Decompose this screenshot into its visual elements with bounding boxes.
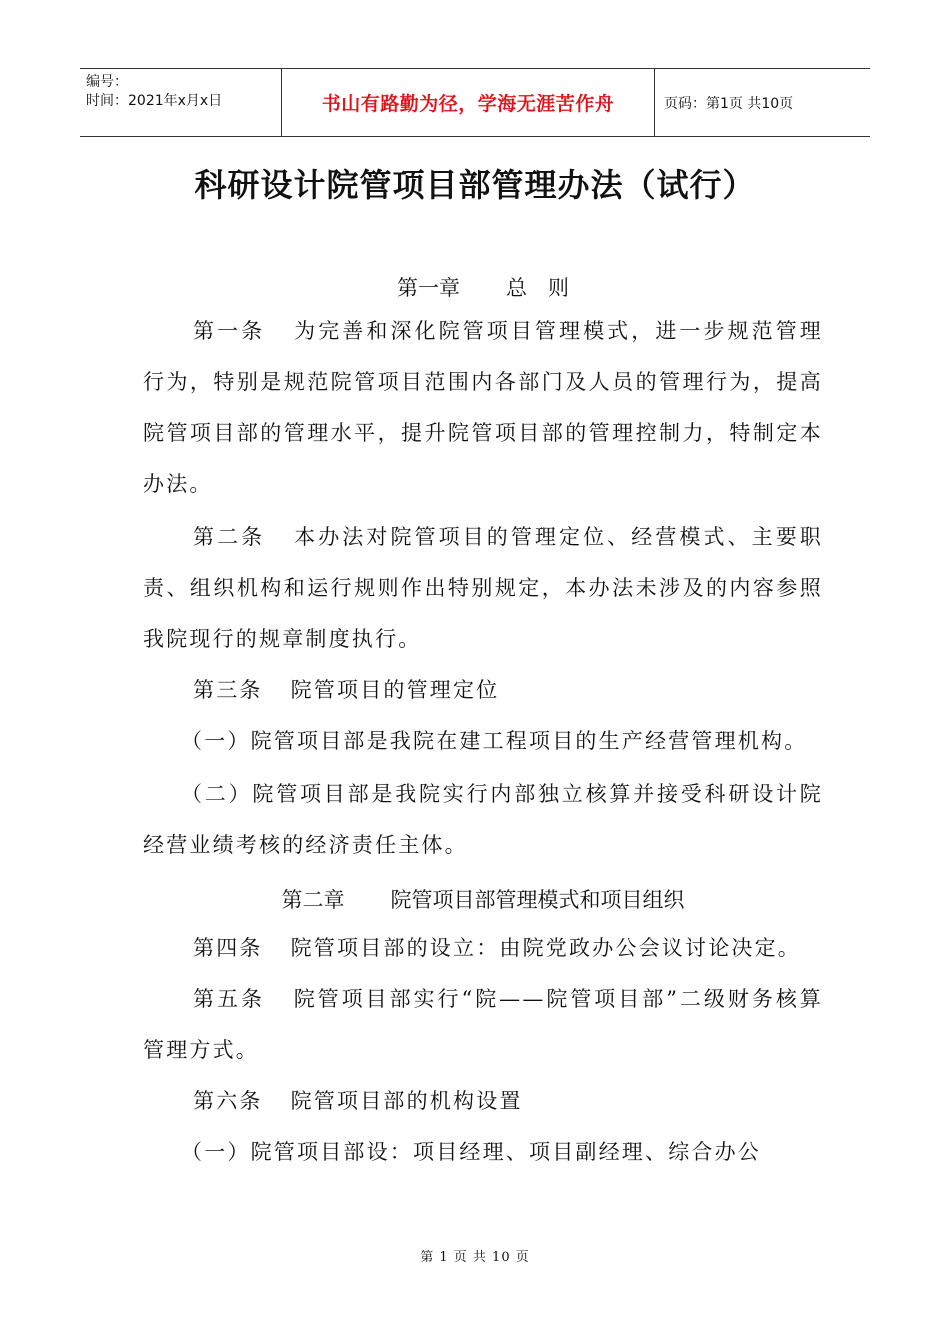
article-text: 本办法对院管项目的管理定位、经营模式、主要职责、组织机构和运行规则作出特别规定，本办法未涉及的内容参照我院现行的规章制度执行。 <box>143 525 823 651</box>
chapter-number: 第一章 <box>397 276 460 300</box>
article-label: 第一条 <box>193 319 266 343</box>
article-paragraph <box>143 923 823 974</box>
article-text: 院管项目部的设立：由院党政办公会议讨论决定。 <box>290 936 802 960</box>
header-page-info: 页码：第1页 共10页 <box>664 95 794 112</box>
document-body <box>143 270 823 1178</box>
header-divider <box>654 69 655 136</box>
chapter-heading <box>143 270 823 306</box>
article-text: 院管项目部的机构设置 <box>290 1089 523 1113</box>
article-paragraph <box>143 1076 823 1127</box>
article-paragraph <box>143 512 823 665</box>
article-label: 第四条 <box>193 936 263 960</box>
article-label: 第二条 <box>193 525 266 549</box>
article-label: 第三条 <box>193 678 263 702</box>
list-item: （一）院管项目部是我院在建工程项目的生产经营管理机构。 <box>181 729 808 753</box>
number-label: 编号： <box>86 74 128 90</box>
time-label: 时间：2021年x月x日 <box>86 93 223 109</box>
chapter-name: 院管项目部管理模式和项目组织 <box>390 888 685 912</box>
article-text: 院管项目部实行“院——院管项目部”二级财务核算管理方式。 <box>143 987 823 1062</box>
chapter-name: 总 则 <box>506 276 569 300</box>
document-header <box>80 68 870 137</box>
header-motto: 书山有路勤为径，学海无涯苦作舟 <box>321 93 615 115</box>
header-meta <box>86 73 281 111</box>
article-paragraph <box>143 665 823 716</box>
article-text: 院管项目的管理定位 <box>290 678 500 702</box>
article-paragraph <box>143 306 823 510</box>
article-label: 第五条 <box>193 987 265 1011</box>
chapter-heading <box>143 877 823 923</box>
list-item: （一）院管项目部设：项目经理、项目副经理、综合办公 <box>181 1140 761 1164</box>
article-paragraph <box>143 974 823 1076</box>
list-item: （二）院管项目部是我院实行内部独立核算并接受科研设计院经营业绩考核的经济责任主体。 <box>143 782 823 857</box>
article-label: 第六条 <box>193 1089 263 1113</box>
chapter-number: 第二章 <box>281 888 345 912</box>
page-footer: 第 1 页 共 10 页 <box>420 1250 530 1265</box>
article-text: 为完善和深化院管项目管理模式，进一步规范管理行为，特别是规范院管项目范围内各部门及人员的管理行为，提高院管项目部的管理水平，提升院管项目部的管理控制力，特制定本办法。 <box>143 319 823 496</box>
document-title: 科研设计院管项目部管理办法（试行） <box>194 166 756 204</box>
